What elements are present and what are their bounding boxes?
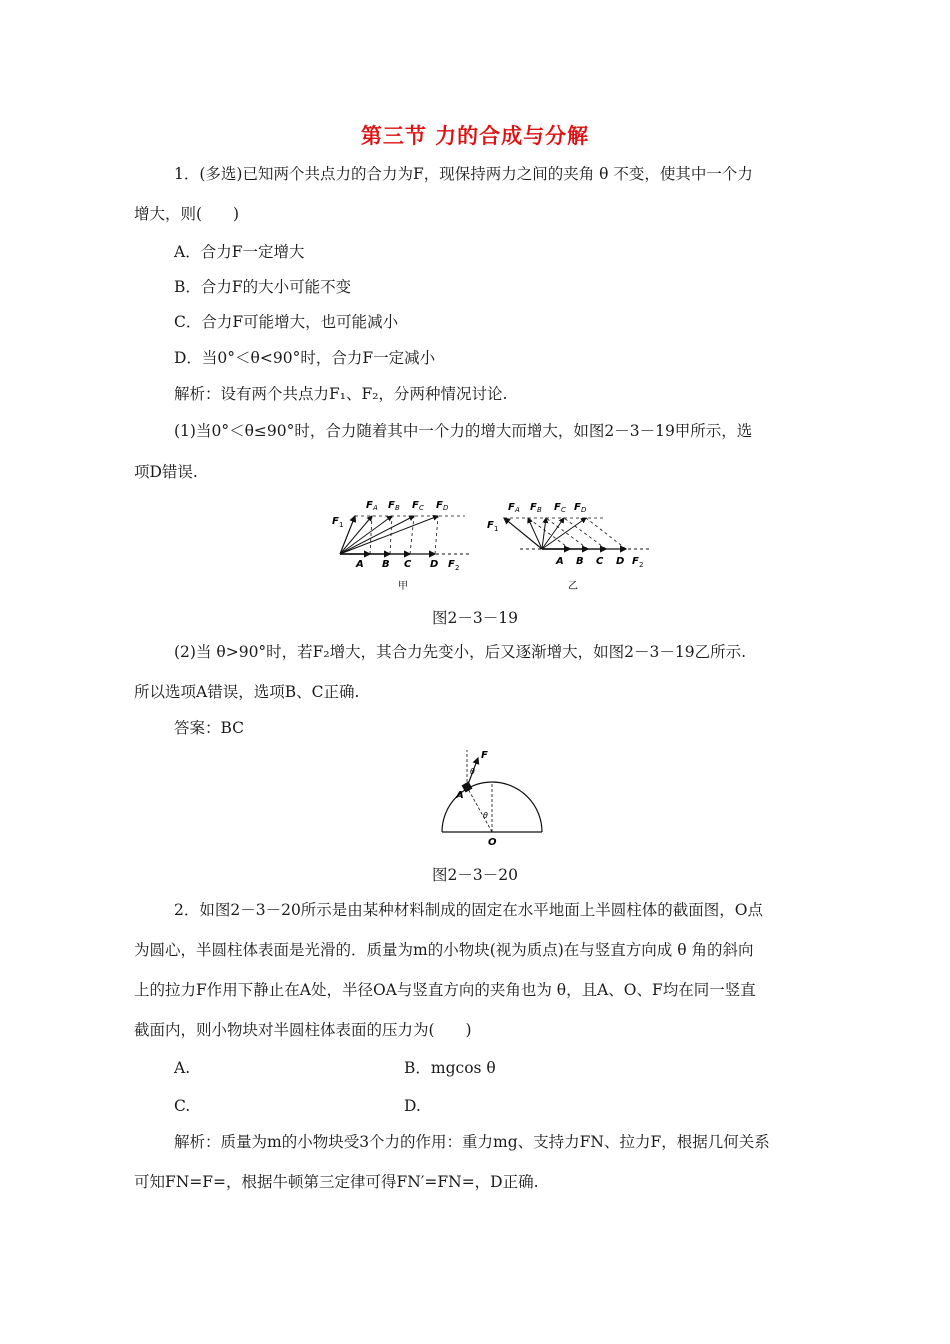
label-fc-sub-yi: C — [561, 506, 566, 514]
q2-option-c: C. — [174, 1097, 191, 1115]
label-fb-yi: F — [530, 502, 537, 513]
figure-2-3-19 — [330, 494, 660, 596]
section-title: 第三节 力的合成与分解 — [360, 123, 590, 148]
diagram-yi — [487, 502, 650, 592]
figure-2-3-19-caption: 图2－3－19 — [432, 609, 518, 627]
q2-option-b: B．mgcos θ — [404, 1059, 496, 1077]
q2-line3: 上的拉力F作用下静止在A处，半径OA与竖直方向的夹角也为 θ，且A、O、F均在同一竖直 — [134, 981, 756, 999]
diagram-jia — [332, 500, 470, 592]
q2-option-a: A. — [174, 1059, 191, 1077]
label-fd-sub-jia: D — [443, 504, 449, 512]
label-b-jia: B — [382, 559, 390, 570]
label-o: O — [488, 837, 497, 848]
q1-line1: 1．(多选)已知两个共点力的合力为F，现保持两力之间的夹角 θ 不变，使其中一个力 — [174, 165, 753, 183]
q1-analysis-intro: 解析：设有两个共点力F₁、F₂，分两种情况讨论. — [174, 385, 508, 403]
label-f2-sub-jia: 2 — [455, 564, 460, 572]
q1-option-a: A．合力F一定增大 — [174, 243, 305, 261]
label-theta-center: θ — [483, 811, 488, 820]
label-yi: 乙 — [568, 581, 578, 592]
label-b-yi: B — [576, 556, 584, 567]
label-fc-yi: F — [554, 502, 561, 513]
label-jia: 甲 — [398, 581, 408, 592]
q1-analysis-case2-cont: 所以选项A错误，选项B、C正确. — [134, 683, 360, 701]
label-d-jia: D — [430, 559, 439, 570]
figure-2-3-20 — [430, 748, 555, 854]
label-a-yi: A — [556, 556, 564, 567]
q1-analysis-case1-cont: 项D错误. — [134, 463, 198, 481]
label-d-yi: D — [616, 556, 625, 567]
label-fa-jia: F — [366, 500, 373, 511]
q1-analysis-case1: (1)当0°＜θ≤90°时，合力随着其中一个力的增大而增大，如图2－3－19甲所示，选 — [174, 422, 753, 440]
label-fb-sub-jia: B — [395, 504, 400, 512]
label-f1-sub-jia: 1 — [339, 521, 344, 529]
label-f2-jia: F — [448, 559, 455, 570]
q1-analysis-case2: (2)当 θ>90°时，若F₂增大，其合力先变小，后又逐渐增大，如图2－3－19乙所示. — [174, 643, 747, 661]
label-fa-sub-jia: A — [373, 504, 378, 512]
label-fd-yi: F — [574, 502, 581, 513]
q1-option-d: D．当0°＜θ<90°时，合力F一定减小 — [174, 349, 436, 367]
q2-line2: 为圆心，半圆柱体表面是光滑的．质量为m的小物块(视为质点)在与竖直方向成 θ 角的斜向 — [134, 941, 754, 959]
q1-option-c: C．合力F可能增大，也可能减小 — [174, 313, 399, 331]
label-f2-yi: F — [632, 556, 639, 567]
label-fa-yi: F — [508, 502, 515, 513]
label-a-jia: A — [356, 559, 364, 570]
q2-line4: 截面内，则小物块对半圆柱体表面的压力为( ) — [134, 1021, 472, 1039]
q1-answer: 答案：BC — [174, 719, 245, 737]
label-fd-jia: F — [436, 500, 443, 511]
label-c-jia: C — [404, 559, 412, 570]
label-fc-jia: F — [412, 500, 419, 511]
label-fa-sub-yi: A — [515, 506, 520, 514]
label-fc-sub-jia: C — [419, 504, 424, 512]
label-theta-top: θ — [470, 767, 475, 776]
q1-line2: 增大，则( ) — [134, 205, 240, 223]
q2-line1: 2．如图2－3－20所示是由某种材料制成的固定在水平地面上半圆柱体的截面图，O点 — [174, 901, 764, 919]
radius-oa — [467, 787, 492, 832]
label-a: A — [456, 790, 464, 801]
label-f1-jia: F — [332, 516, 339, 527]
label-c-yi: C — [596, 556, 604, 567]
label-f2-sub-yi: 2 — [639, 561, 644, 569]
label-fb-jia: F — [388, 500, 395, 511]
label-f: F — [481, 750, 488, 761]
q1-option-b: B．合力F的大小可能不变 — [174, 278, 352, 296]
label-f1-yi: F — [487, 520, 494, 531]
label-fd-sub-yi: D — [581, 506, 587, 514]
figure-2-3-20-caption: 图2－3－20 — [432, 866, 518, 884]
q2-analysis-line2: 可知FN=F=，根据牛顿第三定律可得FN′=FN=，D正确. — [134, 1173, 539, 1191]
q2-analysis-line1: 解析：质量为m的小物块受3个力的作用：重力mg、支持力FN、拉力F，根据几何关系 — [174, 1133, 770, 1151]
q2-option-d: D. — [404, 1097, 421, 1115]
label-fb-sub-yi: B — [537, 506, 542, 514]
label-f1-sub-yi: 1 — [494, 525, 499, 533]
